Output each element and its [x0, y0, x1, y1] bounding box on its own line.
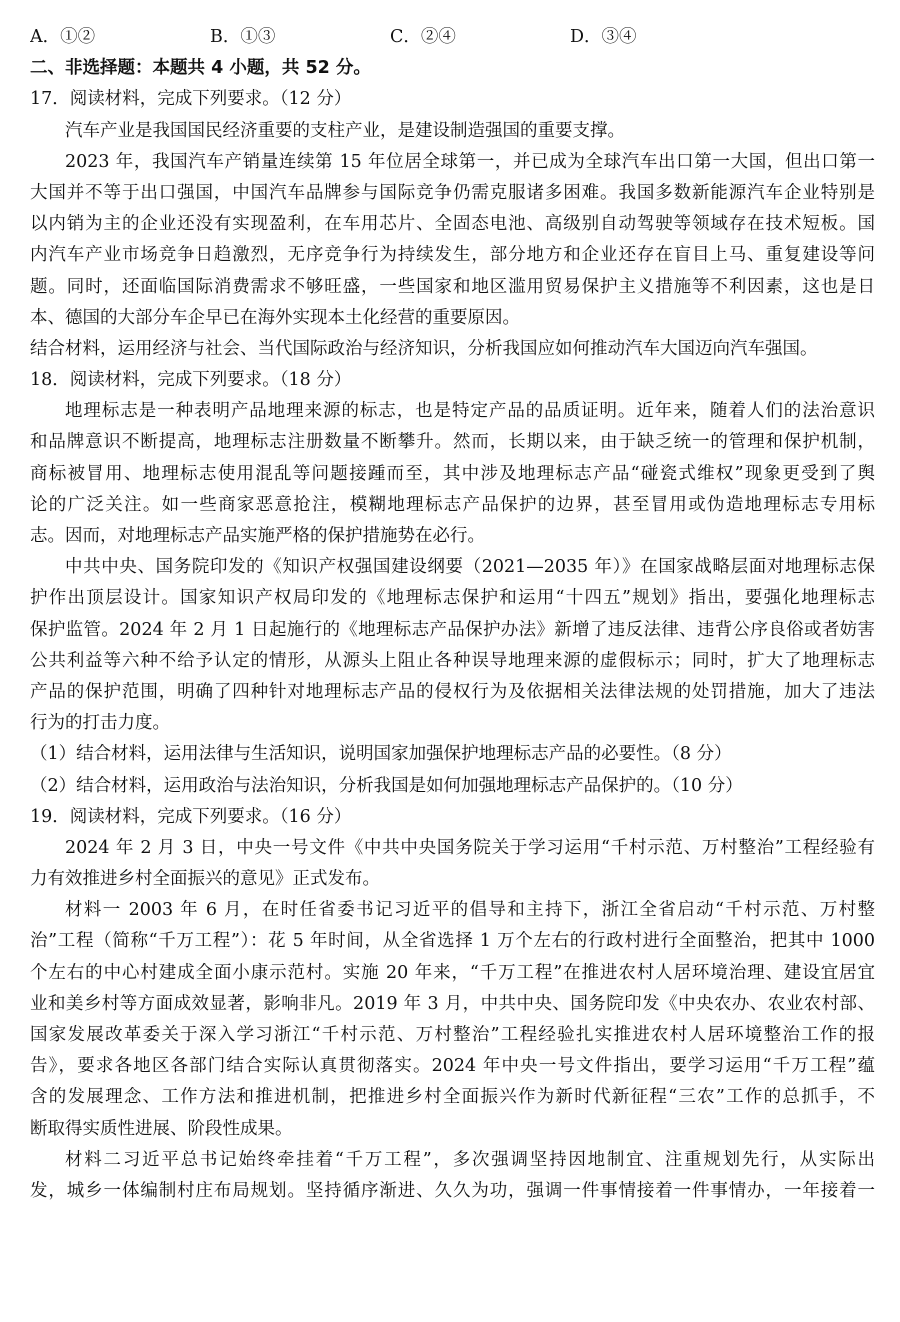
q19-paragraph-line: 个左右的中心村建成全面小康示范村。实施 20 年来，“千万工程”在推进农村人居环境治理、建设宜居宜 [30, 962, 875, 983]
q19-paragraph-line: 治”工程（简称“千万工程”）：花 5 年时间，从全省选择 1 万个左右的行政村进行全面整治，把其中 1000 [30, 931, 875, 952]
option-a: A．①② [30, 27, 96, 47]
q19-paragraph-line: 发，城乡一体编制村庄布局规划。坚持循序渐进、久久为功，强调一件事情接着一件事情办，一年接着一 [30, 1180, 875, 1201]
option-d: D．③④ [570, 27, 637, 47]
q19-paragraph-line: 材料一 2003 年 6 月，在时任省委书记习近平的倡导和主持下，浙江全省启动“千村示范、万村整 [65, 900, 875, 921]
option-b: B．①③ [210, 27, 276, 47]
q18-paragraph-line: 地理标志是一种表明产品地理来源的标志，也是特定产品的品质证明。近年来，随着人们的法治意识 [65, 401, 875, 422]
exam-page [30, 22, 875, 1207]
q18-header: 18．阅读材料，完成下列要求。（18 分） [30, 370, 352, 391]
option-c: C．②④ [390, 27, 456, 47]
q17-header: 17．阅读材料，完成下列要求。（12 分） [30, 89, 352, 110]
answer-options-row [30, 22, 875, 53]
q17-task: 结合材料，运用经济与社会、当代国际政治与经济知识，分析我国应如何推动汽车大国迈向汽车强国。 [30, 338, 818, 359]
q17-paragraph-line: 大国并不等于出口强国，中国汽车品牌参与国际竞争仍需克服诸多困难。我国多数新能源汽车企业特别是 [30, 182, 875, 203]
q18-paragraph-line: 中共中央、国务院印发的《知识产权强国建设纲要（2021—2035 年）》在国家战略层面对地理标志保 [65, 557, 875, 578]
q19-paragraph-line: 2024 年 2 月 3 日，中央一号文件《中共中央国务院关于学习运用“千村示范、万村整治”工程经验有 [65, 837, 875, 858]
q17-paragraph-line: 本、德国的大部分车企早已在海外实现本土化经营的重要原因。 [30, 307, 520, 328]
q17-paragraph-line: 内汽车产业市场竞争日趋激烈，无序竞争行为持续发生，部分地方和企业还存在盲目上马、重复建设等问 [30, 245, 875, 266]
q19-paragraph-line: 力有效推进乡村全面振兴的意见》正式发布。 [30, 869, 380, 890]
q17-paragraph-line: 以内销为主的企业还没有实现盈利，在车用芯片、全固态电池、高级别自动驾驶等领域存在技术短板。国 [30, 214, 875, 235]
q18-paragraph-line: 产品的保护范围，明确了四种针对地理标志产品的侵权行为及依据相关法律法规的处罚措施，加大了违法 [30, 681, 875, 702]
q18-task-2: （2）结合材料，运用政治与法治知识，分析我国是如何加强地理标志产品保护的。（10 分） [30, 775, 743, 796]
q17-paragraph-line: 2023 年，我国汽车产销量连续第 15 年位居全球第一，并已成为全球汽车出口第一大国，但出口第一 [65, 151, 875, 172]
q18-paragraph-line: 公共利益等六种不给予认定的情形，从源头上阻止各种误导地理来源的虚假标示；同时，扩大了地理标志 [30, 650, 875, 671]
q18-task-1: （1）结合材料，运用法律与生活知识，说明国家加强保护地理标志产品的必要性。（8 分） [30, 744, 732, 765]
q19-paragraph-line: 含的发展理念、工作方法和推进机制，把推进乡村全面振兴作为新时代新征程“三农”工作的总抓手，不 [30, 1087, 875, 1108]
q18-paragraph-line: 志。因而，对地理标志产品实施严格的保护措施势在必行。 [30, 526, 485, 546]
q19-paragraph-line: 断取得实质性进展、阶段性成果。 [30, 1118, 293, 1139]
q19-paragraph-line: 业和美乡村等方面成效显著，影响非凡。2019 年 3 月，中共中央、国务院印发《中央农办、农业农村部、 [30, 993, 875, 1014]
q19-header: 19．阅读材料，完成下列要求。（16 分） [30, 806, 352, 827]
q18-paragraph-line: 护作出顶层设计。国家知识产权局印发的《地理标志保护和运用“十四五”规划》指出，要强化地理标志 [30, 588, 875, 609]
q19-paragraph-line: 告》，要求各地区各部门结合实际认真贯彻落实。2024 年中央一号文件指出，要学习运用“千万工程”蕴 [30, 1056, 875, 1077]
q18-paragraph-line: 行为的打击力度。 [30, 713, 170, 734]
q19-paragraph-line: 国家发展改革委关于深入学习浙江“千村示范、万村整治”工程经验扎实推进农村人居环境整治工作的报 [30, 1025, 875, 1045]
section-heading: 二、非选择题：本题共 4 小题，共 52 分。 [30, 58, 371, 79]
q18-paragraph-line: 商标被冒用、地理标志使用混乱等问题接踵而至，其中涉及地理标志产品“碰瓷式维权”现象更受到了舆 [30, 463, 875, 484]
q18-paragraph-line: 和品牌意识不断提高，地理标志注册数量不断攀升。然而，长期以来，由于缺乏统一的管理和保护机制， [30, 432, 875, 453]
q19-paragraph-line: 材料二习近平总书记始终牵挂着“千万工程”，多次强调坚持因地制宜、注重规划先行，从实际出 [65, 1149, 875, 1170]
q18-paragraph-line: 保护监管。2024 年 2 月 1 日起施行的《地理标志产品保护办法》新增了违反法律、违背公序良俗或者妨害 [30, 619, 875, 640]
q18-paragraph-line: 论的广泛关注。如一些商家恶意抢注，模糊地理标志产品保护的边界，甚至冒用或伪造地理标志专用标 [30, 494, 875, 515]
q17-paragraph-line: 题。同时，还面临国际消费需求不够旺盛，一些国家和地区滥用贸易保护主义措施等不利因素，这也是日 [30, 276, 875, 297]
q17-paragraph-line: 汽车产业是我国国民经济重要的支柱产业，是建设制造强国的重要支撑。 [65, 120, 625, 141]
